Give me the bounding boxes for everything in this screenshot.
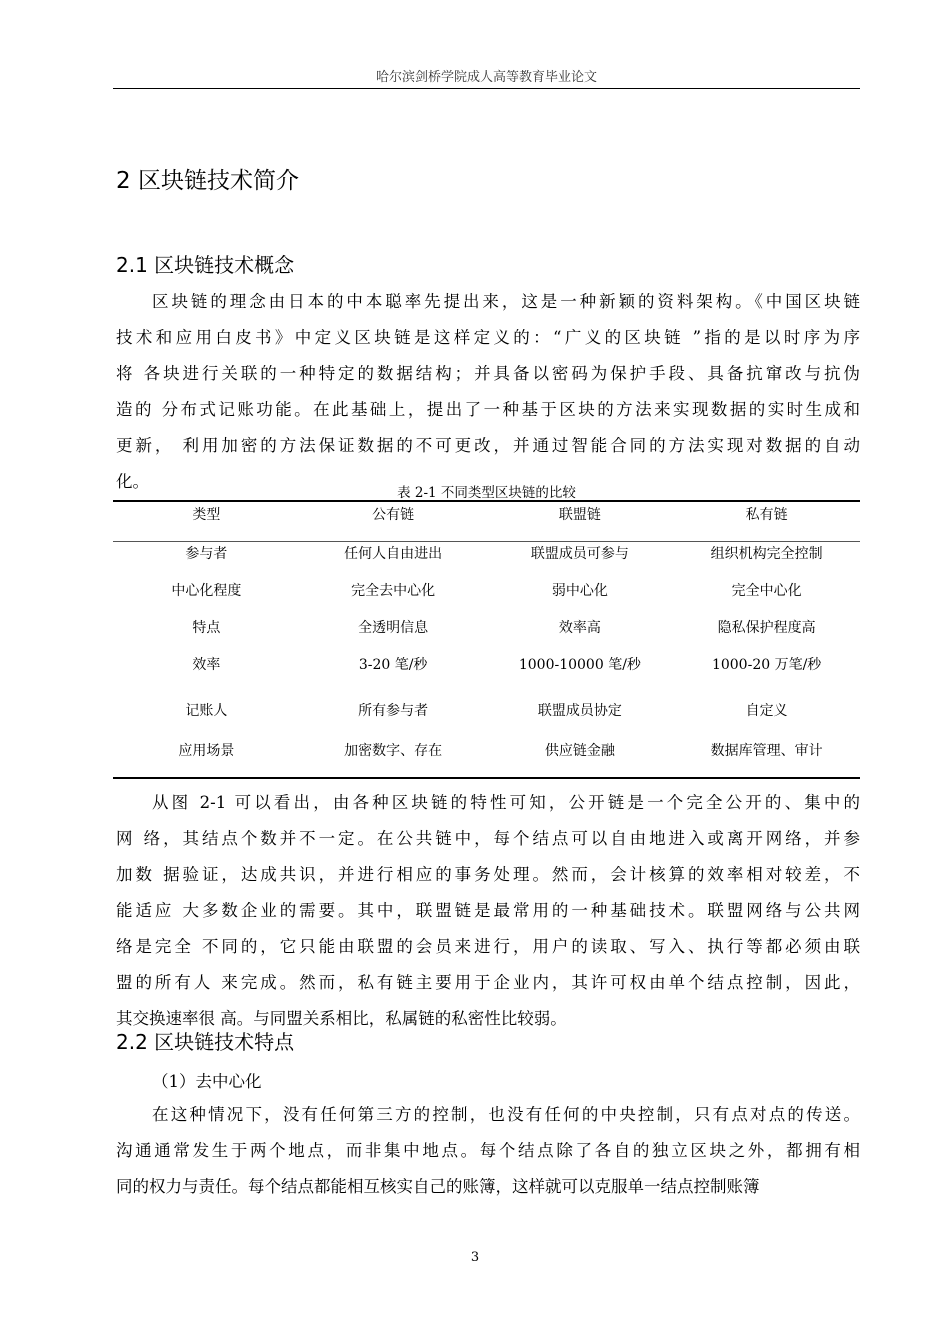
chapter-title: 2 区块链技术简介 <box>116 168 299 194</box>
page-number: 3 <box>470 1250 480 1265</box>
paragraph-line: 在这种情况下，没有任何第三方的控制，也没有任何的中央控制，只有点对点的传送。 <box>152 1105 860 1124</box>
subheading-decentralization: （1）去中心化 <box>152 1072 262 1091</box>
table-cell: 数据库管理、审计 <box>710 743 823 759</box>
table-cell: 加密数字、存在 <box>344 743 443 759</box>
paragraph-2 <box>116 785 860 1037</box>
paragraph-line: 能适应 大多数企业的需要。其中，联盟链是最常用的一种基础技术。联盟网络与公共网 <box>116 901 860 920</box>
paragraph-line: 造的 分布式记账功能。在此基础上，提出了一种基于区块的方法来实现数据的实时生成和 <box>116 400 860 419</box>
table-caption: 表 2-1 不同类型区块链的比较 <box>397 485 576 501</box>
paragraph-1 <box>116 284 860 500</box>
table-cell: 效率 <box>192 657 221 673</box>
table-row <box>113 740 860 760</box>
table-cell: 效率高 <box>558 620 601 636</box>
paragraph-3 <box>116 1097 860 1205</box>
paragraph-line: 区块链的理念由日本的中本聪率先提出来，这是一种新颖的资料架构。《中国区块链 <box>152 292 860 311</box>
section-title-2-2: 2.2 区块链技术特点 <box>116 1030 295 1054</box>
table-row <box>113 654 860 674</box>
table-header-row <box>113 504 860 524</box>
table-header-rule <box>113 541 860 542</box>
paragraph-line: 网 络，其结点个数并不一定。在公共链中，每个结点可以自由地进入或离开网络，并参 <box>116 829 860 848</box>
paragraph-line: 从图 2-1 可以看出，由各种区块链的特性可知，公开链是一个完全公开的、集中的 <box>152 793 860 812</box>
table-row <box>113 617 860 637</box>
table-row <box>113 543 860 563</box>
table-row <box>113 700 860 720</box>
table-cell: 记账人 <box>185 703 228 719</box>
table-cell: 隐私保护程度高 <box>717 620 816 636</box>
running-header: 哈尔滨剑桥学院成人高等教育毕业论文 <box>375 70 597 85</box>
table-cell: 联盟成员可参与 <box>530 546 629 562</box>
table-top-rule <box>113 500 860 502</box>
table-cell: 应用场景 <box>178 743 235 759</box>
paragraph-line: 化。 <box>116 472 149 491</box>
section-title-2-1: 2.1 区块链技术概念 <box>116 253 295 277</box>
table-cell: 供应链金融 <box>544 743 615 759</box>
table-cell: 3-20 笔/秒 <box>358 657 428 673</box>
table-cell: 自定义 <box>745 703 788 719</box>
paragraph-line: 技术和应用白皮书》中定义区块链是这样定义的：“广义的区块链 ”指的是以时序为序 <box>116 328 860 347</box>
header-divider <box>113 88 860 89</box>
paragraph-line: 将 各块进行关联的一种特定的数据结构；并具备以密码为保护手段、具备抗窜改与抗伪 <box>116 364 860 383</box>
table-cell: 全透明信息 <box>358 620 429 636</box>
table-cell: 所有参与者 <box>358 703 429 719</box>
table-header-cell: 公有链 <box>372 507 415 523</box>
paragraph-line: 盟的所有人 来完成。然而，私有链主要用于企业内，其许可权由单个结点控制，因此， <box>116 973 860 992</box>
table-cell: 任何人自由进出 <box>344 546 443 562</box>
table-bottom-rule <box>113 777 860 779</box>
table-header-cell: 联盟链 <box>558 507 601 523</box>
paragraph-line: 更新， 利用加密的方法保证数据的不可更改，并通过智能合同的方法实现对数据的自动 <box>116 436 860 455</box>
paragraph-line: 沟通通常发生于两个地点，而非集中地点。每个结点除了各自的独立区块之外，都拥有相 <box>116 1141 860 1160</box>
table-header-cell: 类型 <box>192 507 221 523</box>
table-cell: 组织机构完全控制 <box>710 546 823 562</box>
table-cell: 中心化程度 <box>171 583 242 599</box>
paragraph-line: 其交换速率很 高。与同盟关系相比，私属链的私密性比较弱。 <box>116 1009 567 1028</box>
paragraph-line: 加数 据验证，达成共识，并进行相应的事务处理。然而，会计核算的效率相对较差，不 <box>116 865 860 884</box>
table-cell: 联盟成员协定 <box>537 703 622 719</box>
table-cell: 弱中心化 <box>551 583 608 599</box>
table-cell: 完全去中心化 <box>351 583 436 599</box>
table-cell: 完全中心化 <box>731 583 802 599</box>
table-header-cell: 私有链 <box>745 507 788 523</box>
table-cell: 特点 <box>192 620 221 636</box>
table-row <box>113 580 860 600</box>
paragraph-line: 络是完全 不同的，它只能由联盟的会员来进行，用户的读取、写入、执行等都必须由联 <box>116 937 860 956</box>
table-cell: 1000-10000 笔/秒 <box>518 657 641 673</box>
table-cell: 参与者 <box>185 546 228 562</box>
paragraph-line: 同的权力与责任。每个结点都能相互核实自己的账簿，这样就可以克服单一结点控制账簿 <box>116 1177 760 1196</box>
table-cell: 1000-20 万笔/秒 <box>711 657 822 673</box>
